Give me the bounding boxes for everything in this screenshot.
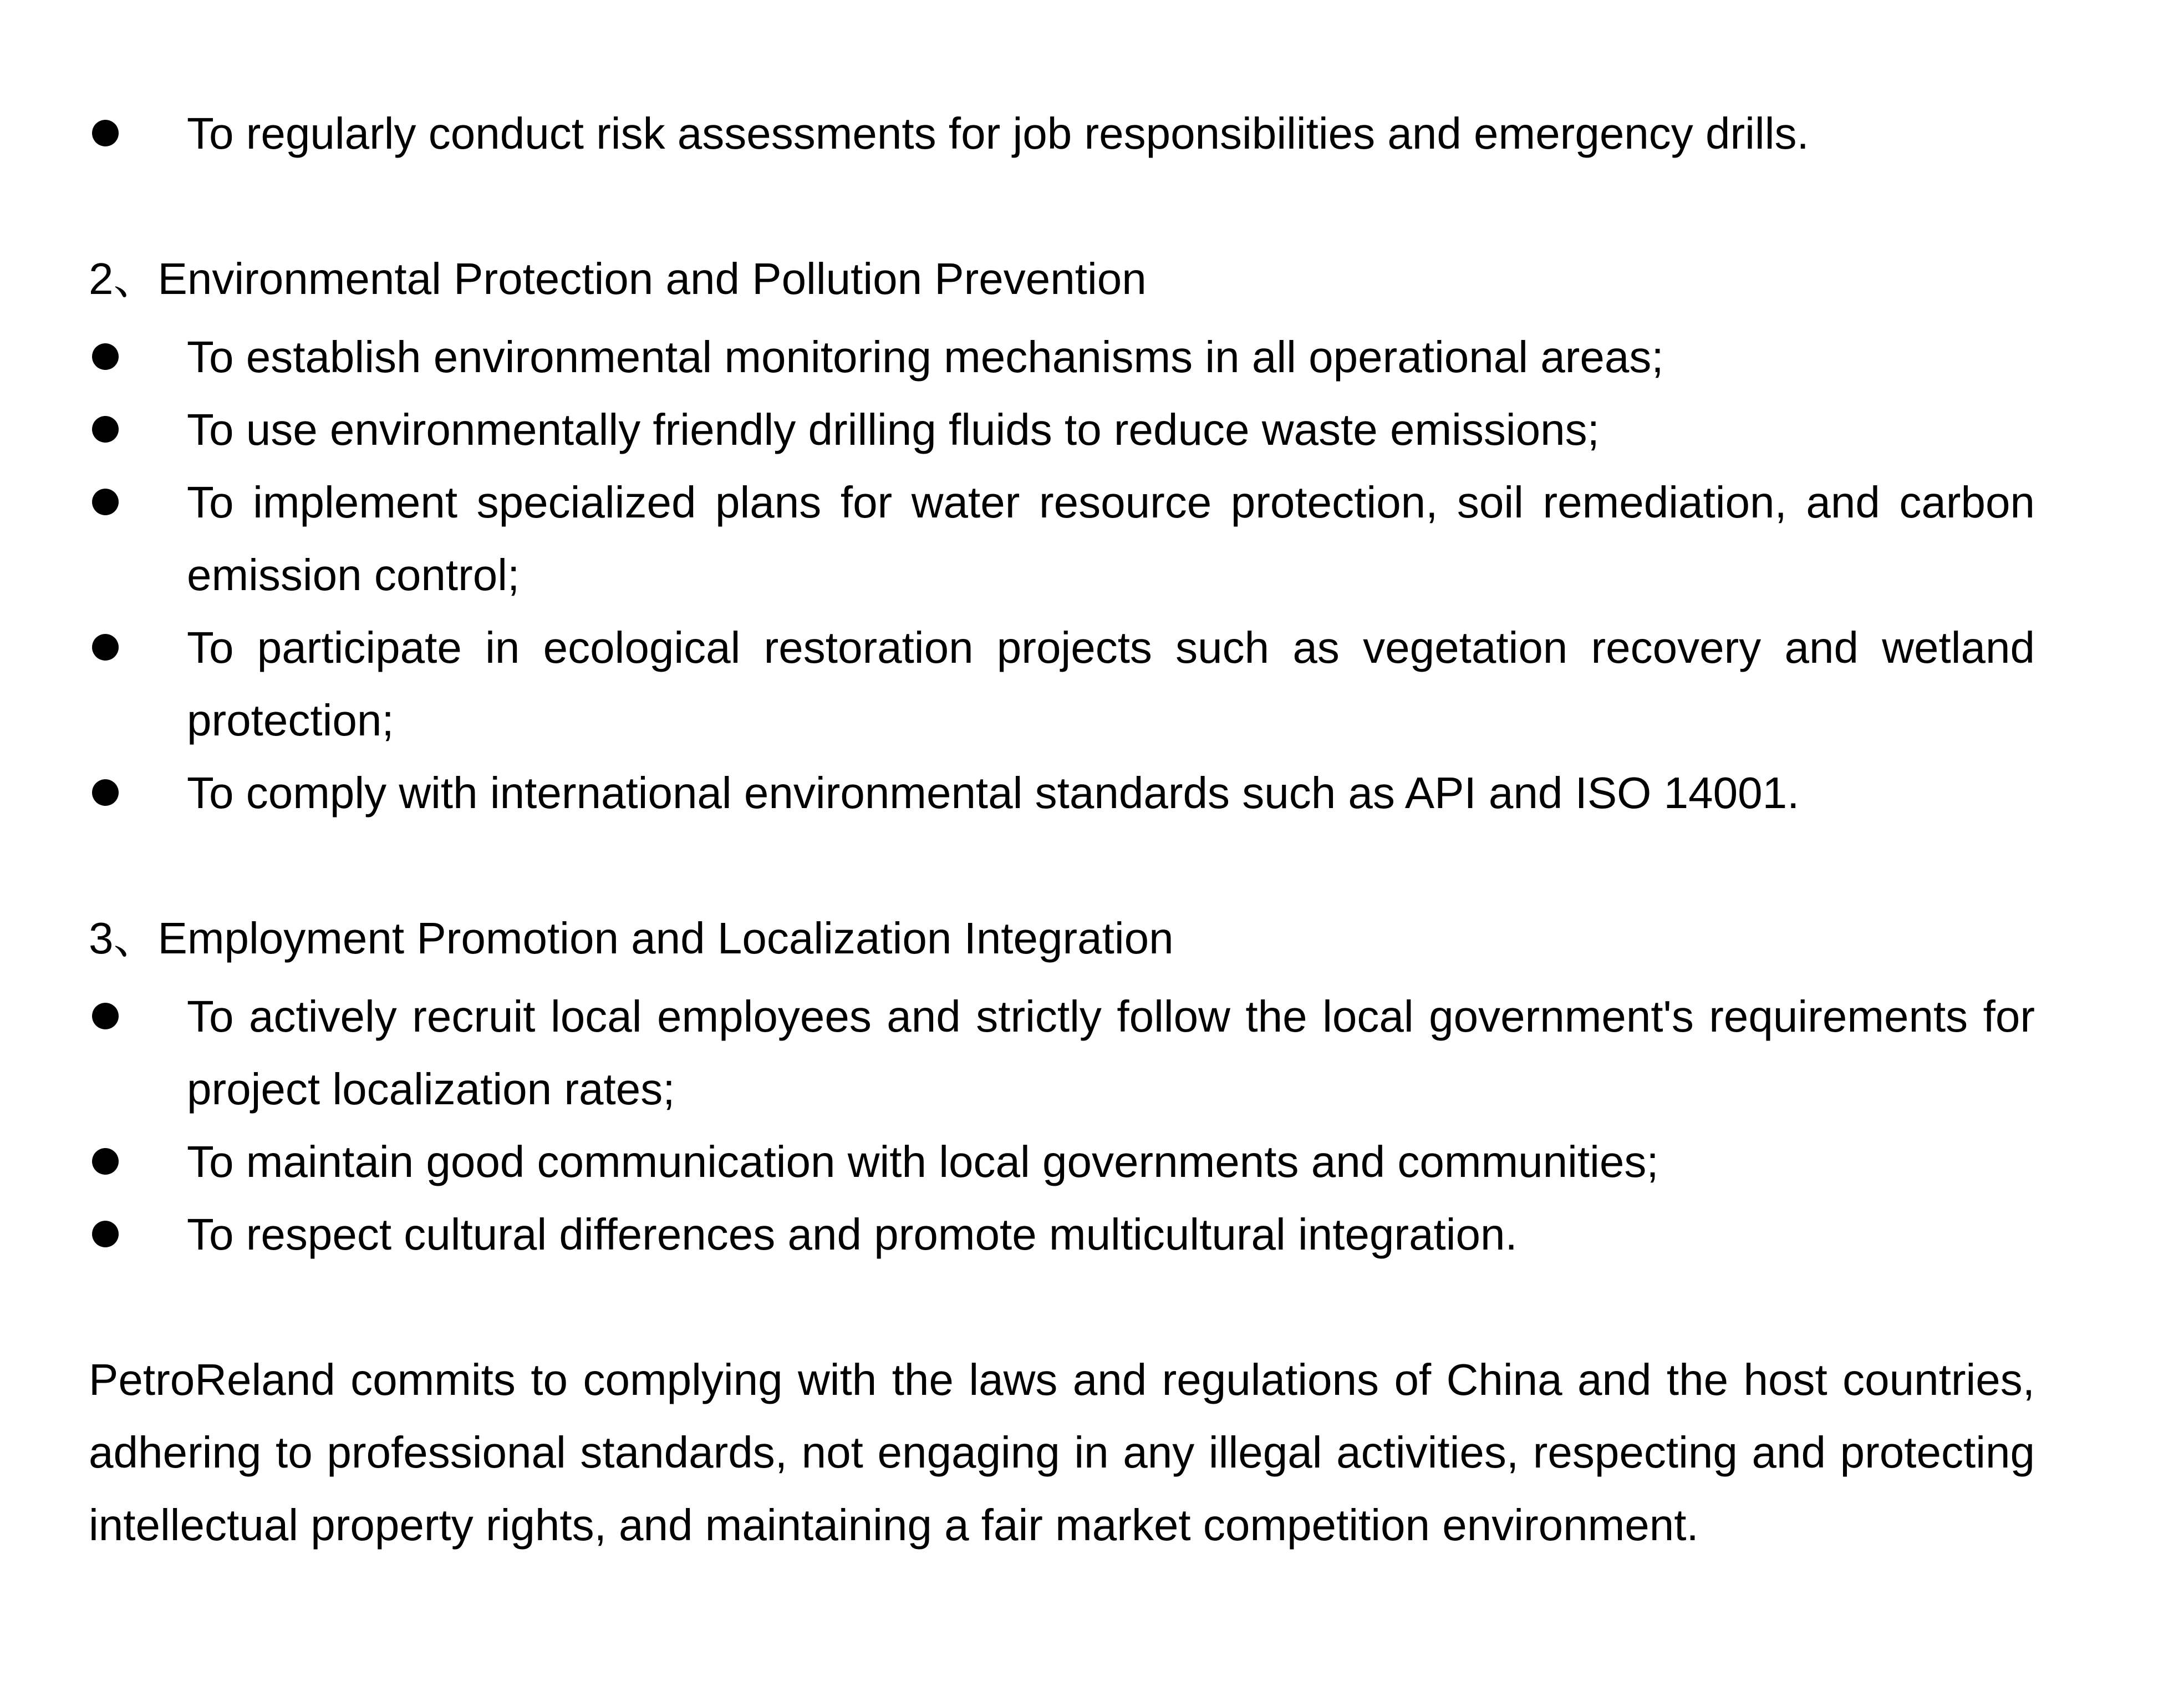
list-item <box>89 466 2035 611</box>
bullet-icon <box>92 120 119 146</box>
spacer <box>89 315 2035 321</box>
list-item-text: To use environmentally friendly drilling fluids to reduce waste emissions; <box>187 405 1600 454</box>
bullet-icon <box>92 1221 119 1247</box>
list-item <box>89 1125 2035 1198</box>
section-heading-employment: 3、Employment Promotion and Localization Integration <box>89 913 1174 963</box>
list-item-text: To regularly conduct risk assessments for job responsibilities and emergency drills. <box>187 109 1809 158</box>
list-item-text: To actively recruit local employees and strictly follow the local government's requirements for project localization rates; <box>187 992 2035 1114</box>
document-page <box>89 97 2035 1561</box>
list-item <box>89 980 2035 1125</box>
spacer <box>89 170 2035 242</box>
list-item <box>89 393 2035 466</box>
list-item-text: To comply with international environmental standards such as API and ISO 14001. <box>187 768 1800 818</box>
spacer <box>89 1271 2035 1343</box>
list-item-text: To participate in ecological restoration projects such as vegetation recovery and wetland protection; <box>187 623 2035 745</box>
bullet-icon <box>92 779 119 806</box>
closing-paragraph: PetroReland commits to complying with the laws and regulations of China and the host countries, adhering to professional standards, not engaging in any illegal activities, respecting and protecting intellectual property rights, and maintaining a fair market competition environment. <box>89 1355 2035 1550</box>
list-item <box>89 97 2035 170</box>
section-heading-environmental: 2、Environmental Protection and Pollution Prevention <box>89 254 1147 303</box>
list-item <box>89 321 2035 393</box>
list-item <box>89 611 2035 756</box>
bullet-icon <box>92 1003 119 1029</box>
list-item-text: To maintain good communication with local governments and communities; <box>187 1137 1659 1186</box>
bullet-icon <box>92 416 119 443</box>
bullet-icon <box>92 1148 119 1175</box>
list-item-text: To respect cultural differences and promote multicultural integration. <box>187 1210 1518 1259</box>
bullet-icon <box>92 634 119 661</box>
bullet-icon <box>92 489 119 515</box>
list-item <box>89 1198 2035 1271</box>
spacer <box>89 974 2035 980</box>
list-item <box>89 756 2035 829</box>
bullet-icon <box>92 343 119 370</box>
list-item-text: To establish environmental monitoring mechanisms in all operational areas; <box>187 332 1664 382</box>
list-item-text: To implement specialized plans for water resource protection, soil remediation, and carbon emission control; <box>187 478 2035 600</box>
spacer <box>89 829 2035 902</box>
